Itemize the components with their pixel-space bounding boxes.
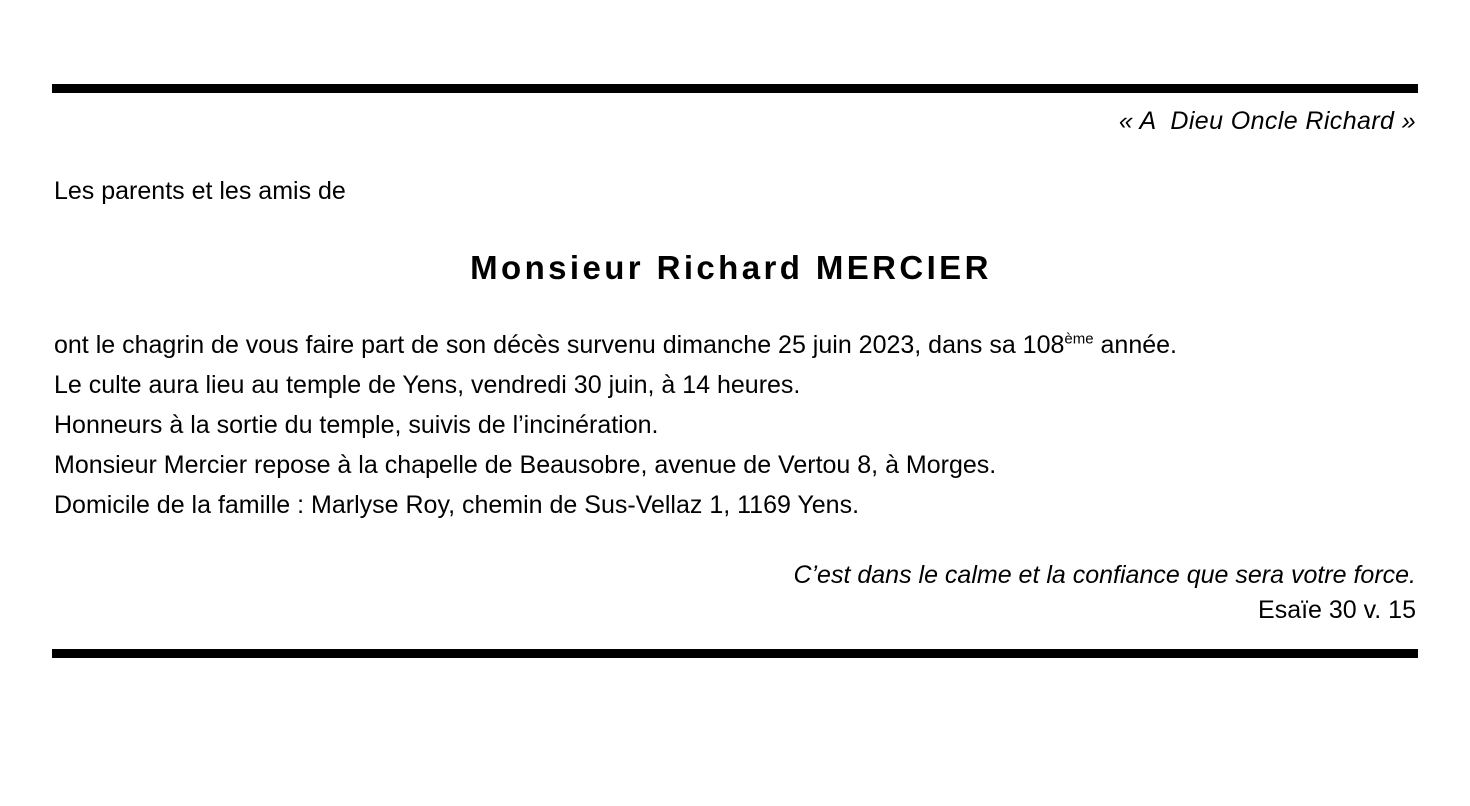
announcement-line-text: ont le chagrin de vous faire part de son décès survenu dimanche 25 juin 2023, dans sa 108 [54,331,1065,359]
ordinal-suffix: ème [1064,330,1094,348]
intro-text: Les parents et les amis de [54,177,346,205]
announcement-line: Le culte aura lieu au temple de Yens, vendredi 30 juin, à 14 heures. [54,371,801,399]
epitaph-text: « A Dieu Oncle Richard » [1118,107,1416,135]
announcement-line [54,325,1418,365]
announcement-line-tail: année. [1093,331,1177,359]
announcement-line: Monsieur Mercier repose à la chapelle de Beausobre, avenue de Vertou 8, à Morges. [54,451,997,479]
top-rule [52,84,1418,93]
deceased-name: Monsieur Richard MERCIER [470,249,992,286]
announcement-line: Honneurs à la sortie du temple, suivis de l’incinération. [54,411,659,439]
scripture-reference: Esaïe 30 v. 15 [1258,596,1416,624]
bottom-rule [52,649,1418,658]
death-notice [0,84,1470,806]
announcement-line: Domicile de la famille : Marlyse Roy, chemin de Sus-Vellaz 1, 1169 Yens. [54,491,860,519]
announcement-body [52,325,1418,525]
bottom-spacer [52,625,1418,649]
scripture-verse: C’est dans le calme et la confiance que sera votre force. [793,561,1416,589]
